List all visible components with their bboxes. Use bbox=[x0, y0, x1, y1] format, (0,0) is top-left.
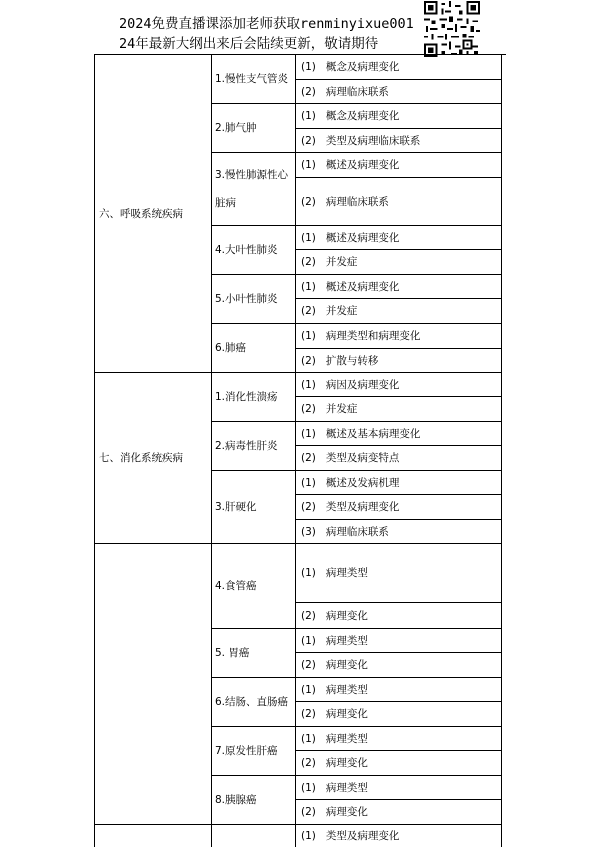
item-cell bbox=[296, 653, 502, 678]
item-number: (2) bbox=[301, 195, 316, 209]
item-text: 并发症 bbox=[326, 255, 358, 269]
item-number: (2) bbox=[301, 354, 316, 368]
item-cell bbox=[296, 299, 502, 324]
item-cell bbox=[296, 153, 502, 178]
item-number: (2) bbox=[301, 134, 316, 148]
item-text: 并发症 bbox=[326, 402, 358, 416]
item-text: 概念及病理变化 bbox=[326, 60, 400, 74]
item-text: 病理变化 bbox=[326, 707, 368, 721]
disease-name: 2.病毒性肝炎 bbox=[212, 422, 296, 471]
disease-name: 6.结肠、直肠癌 bbox=[212, 678, 296, 727]
item-text: 类型及病理临床联系 bbox=[326, 134, 421, 148]
disease-name: 5. 胃癌 bbox=[212, 629, 296, 678]
disease-name: 3.肝硬化 bbox=[212, 471, 296, 544]
item-number: (2) bbox=[301, 451, 316, 465]
item-number: (1) bbox=[301, 158, 316, 172]
item-cell bbox=[296, 800, 502, 825]
item-cell bbox=[296, 397, 502, 422]
item-number: (1) bbox=[301, 109, 316, 123]
item-text: 类型及病理变化 bbox=[326, 500, 400, 514]
item-cell bbox=[296, 776, 502, 800]
page-header bbox=[119, 14, 414, 54]
disease-name: 2.肺气肿 bbox=[212, 104, 296, 153]
item-text: 概述及病理变化 bbox=[326, 280, 400, 294]
disease-name: 4.大叶性肺炎 bbox=[212, 226, 296, 275]
item-text: 概述及病理变化 bbox=[326, 231, 400, 245]
item-cell bbox=[296, 495, 502, 520]
disease-name: 8.胰腺癌 bbox=[212, 776, 296, 825]
item-cell bbox=[296, 603, 502, 629]
item-text: 类型及病变特点 bbox=[326, 451, 400, 465]
section-title bbox=[95, 544, 212, 825]
item-cell bbox=[296, 678, 502, 702]
item-cell bbox=[296, 55, 502, 80]
item-cell bbox=[296, 825, 502, 847]
section-title: 六、呼吸系统疾病 bbox=[95, 55, 212, 373]
table-row bbox=[95, 55, 502, 80]
item-text: 病理临床联系 bbox=[326, 195, 389, 209]
item-number: (1) bbox=[301, 231, 316, 245]
item-text: 病理临床联系 bbox=[326, 85, 389, 99]
item-text: 病理类型 bbox=[326, 634, 368, 648]
item-cell bbox=[296, 751, 502, 776]
table-row bbox=[95, 825, 502, 847]
item-text: 病理变化 bbox=[326, 658, 368, 672]
item-text: 概述及病理变化 bbox=[326, 158, 400, 172]
disease-name: 7.原发性肝癌 bbox=[212, 727, 296, 776]
item-number: (2) bbox=[301, 500, 316, 514]
item-number: (1) bbox=[301, 60, 316, 74]
disease-name: 4.食管癌 bbox=[212, 544, 296, 629]
disease-name: 5.小叶性肺炎 bbox=[212, 275, 296, 324]
header-line-1: 2024免费直播课添加老师获取renminyixue001 bbox=[119, 14, 414, 34]
syllabus-table bbox=[94, 54, 502, 847]
item-text: 病理类型和病理变化 bbox=[326, 329, 421, 343]
item-cell bbox=[296, 727, 502, 751]
item-cell bbox=[296, 104, 502, 129]
item-number: (2) bbox=[301, 609, 316, 623]
item-text: 病理变化 bbox=[326, 756, 368, 770]
item-cell bbox=[296, 349, 502, 373]
item-number: (2) bbox=[301, 756, 316, 770]
item-text: 病理类型 bbox=[326, 566, 368, 580]
item-cell bbox=[296, 324, 502, 349]
item-number: (2) bbox=[301, 805, 316, 819]
disease-name: 1.慢性支气管炎 bbox=[212, 55, 296, 104]
empty-cell bbox=[212, 825, 296, 847]
item-cell bbox=[296, 178, 502, 226]
item-number: (1) bbox=[301, 566, 316, 580]
item-text: 病理临床联系 bbox=[326, 525, 389, 539]
table-row bbox=[95, 373, 502, 397]
item-cell bbox=[296, 275, 502, 299]
item-cell bbox=[296, 226, 502, 250]
item-number: (1) bbox=[301, 378, 316, 392]
item-text: 类型及病理变化 bbox=[326, 829, 400, 843]
item-number: (2) bbox=[301, 255, 316, 269]
item-cell bbox=[296, 702, 502, 727]
item-number: (1) bbox=[301, 781, 316, 795]
section-title: 七、消化系统疾病 bbox=[95, 373, 212, 544]
item-text: 病理类型 bbox=[326, 683, 368, 697]
item-cell bbox=[296, 520, 502, 544]
item-text: 并发症 bbox=[326, 304, 358, 318]
item-text: 病理变化 bbox=[326, 805, 368, 819]
item-number: (2) bbox=[301, 304, 316, 318]
item-number: (1) bbox=[301, 280, 316, 294]
item-cell bbox=[296, 373, 502, 397]
item-number: (1) bbox=[301, 732, 316, 746]
item-number: (2) bbox=[301, 402, 316, 416]
item-cell bbox=[296, 471, 502, 495]
table-row bbox=[95, 544, 502, 603]
item-number: (1) bbox=[301, 427, 316, 441]
disease-name: 1.消化性溃疡 bbox=[212, 373, 296, 422]
item-cell bbox=[296, 422, 502, 446]
item-number: (3) bbox=[301, 525, 316, 539]
disease-name: 3.慢性肺源性心 脏病 bbox=[212, 153, 296, 226]
item-number: (2) bbox=[301, 707, 316, 721]
item-number: (2) bbox=[301, 658, 316, 672]
item-cell bbox=[296, 250, 502, 275]
item-number: (1) bbox=[301, 829, 316, 843]
empty-cell bbox=[95, 825, 212, 847]
item-number: (1) bbox=[301, 683, 316, 697]
disease-name: 6.肺癌 bbox=[212, 324, 296, 373]
item-number: (1) bbox=[301, 476, 316, 490]
item-number: (1) bbox=[301, 634, 316, 648]
item-number: (1) bbox=[301, 329, 316, 343]
item-text: 概述及基本病理变化 bbox=[326, 427, 421, 441]
item-text: 病因及病理变化 bbox=[326, 378, 400, 392]
item-text: 病理类型 bbox=[326, 781, 368, 795]
item-cell bbox=[296, 544, 502, 603]
header-line-2: 24年最新大纲出来后会陆续更新，敬请期待 bbox=[119, 34, 414, 54]
item-cell bbox=[296, 446, 502, 471]
item-text: 概念及病理变化 bbox=[326, 109, 400, 123]
item-cell bbox=[296, 129, 502, 153]
item-number: (2) bbox=[301, 85, 316, 99]
qr-code-icon bbox=[424, 1, 480, 57]
item-cell bbox=[296, 629, 502, 653]
item-text: 扩散与转移 bbox=[326, 354, 379, 368]
item-text: 病理变化 bbox=[326, 609, 368, 623]
item-text: 概述及发病机理 bbox=[326, 476, 400, 490]
item-cell bbox=[296, 80, 502, 104]
item-text: 病理类型 bbox=[326, 732, 368, 746]
